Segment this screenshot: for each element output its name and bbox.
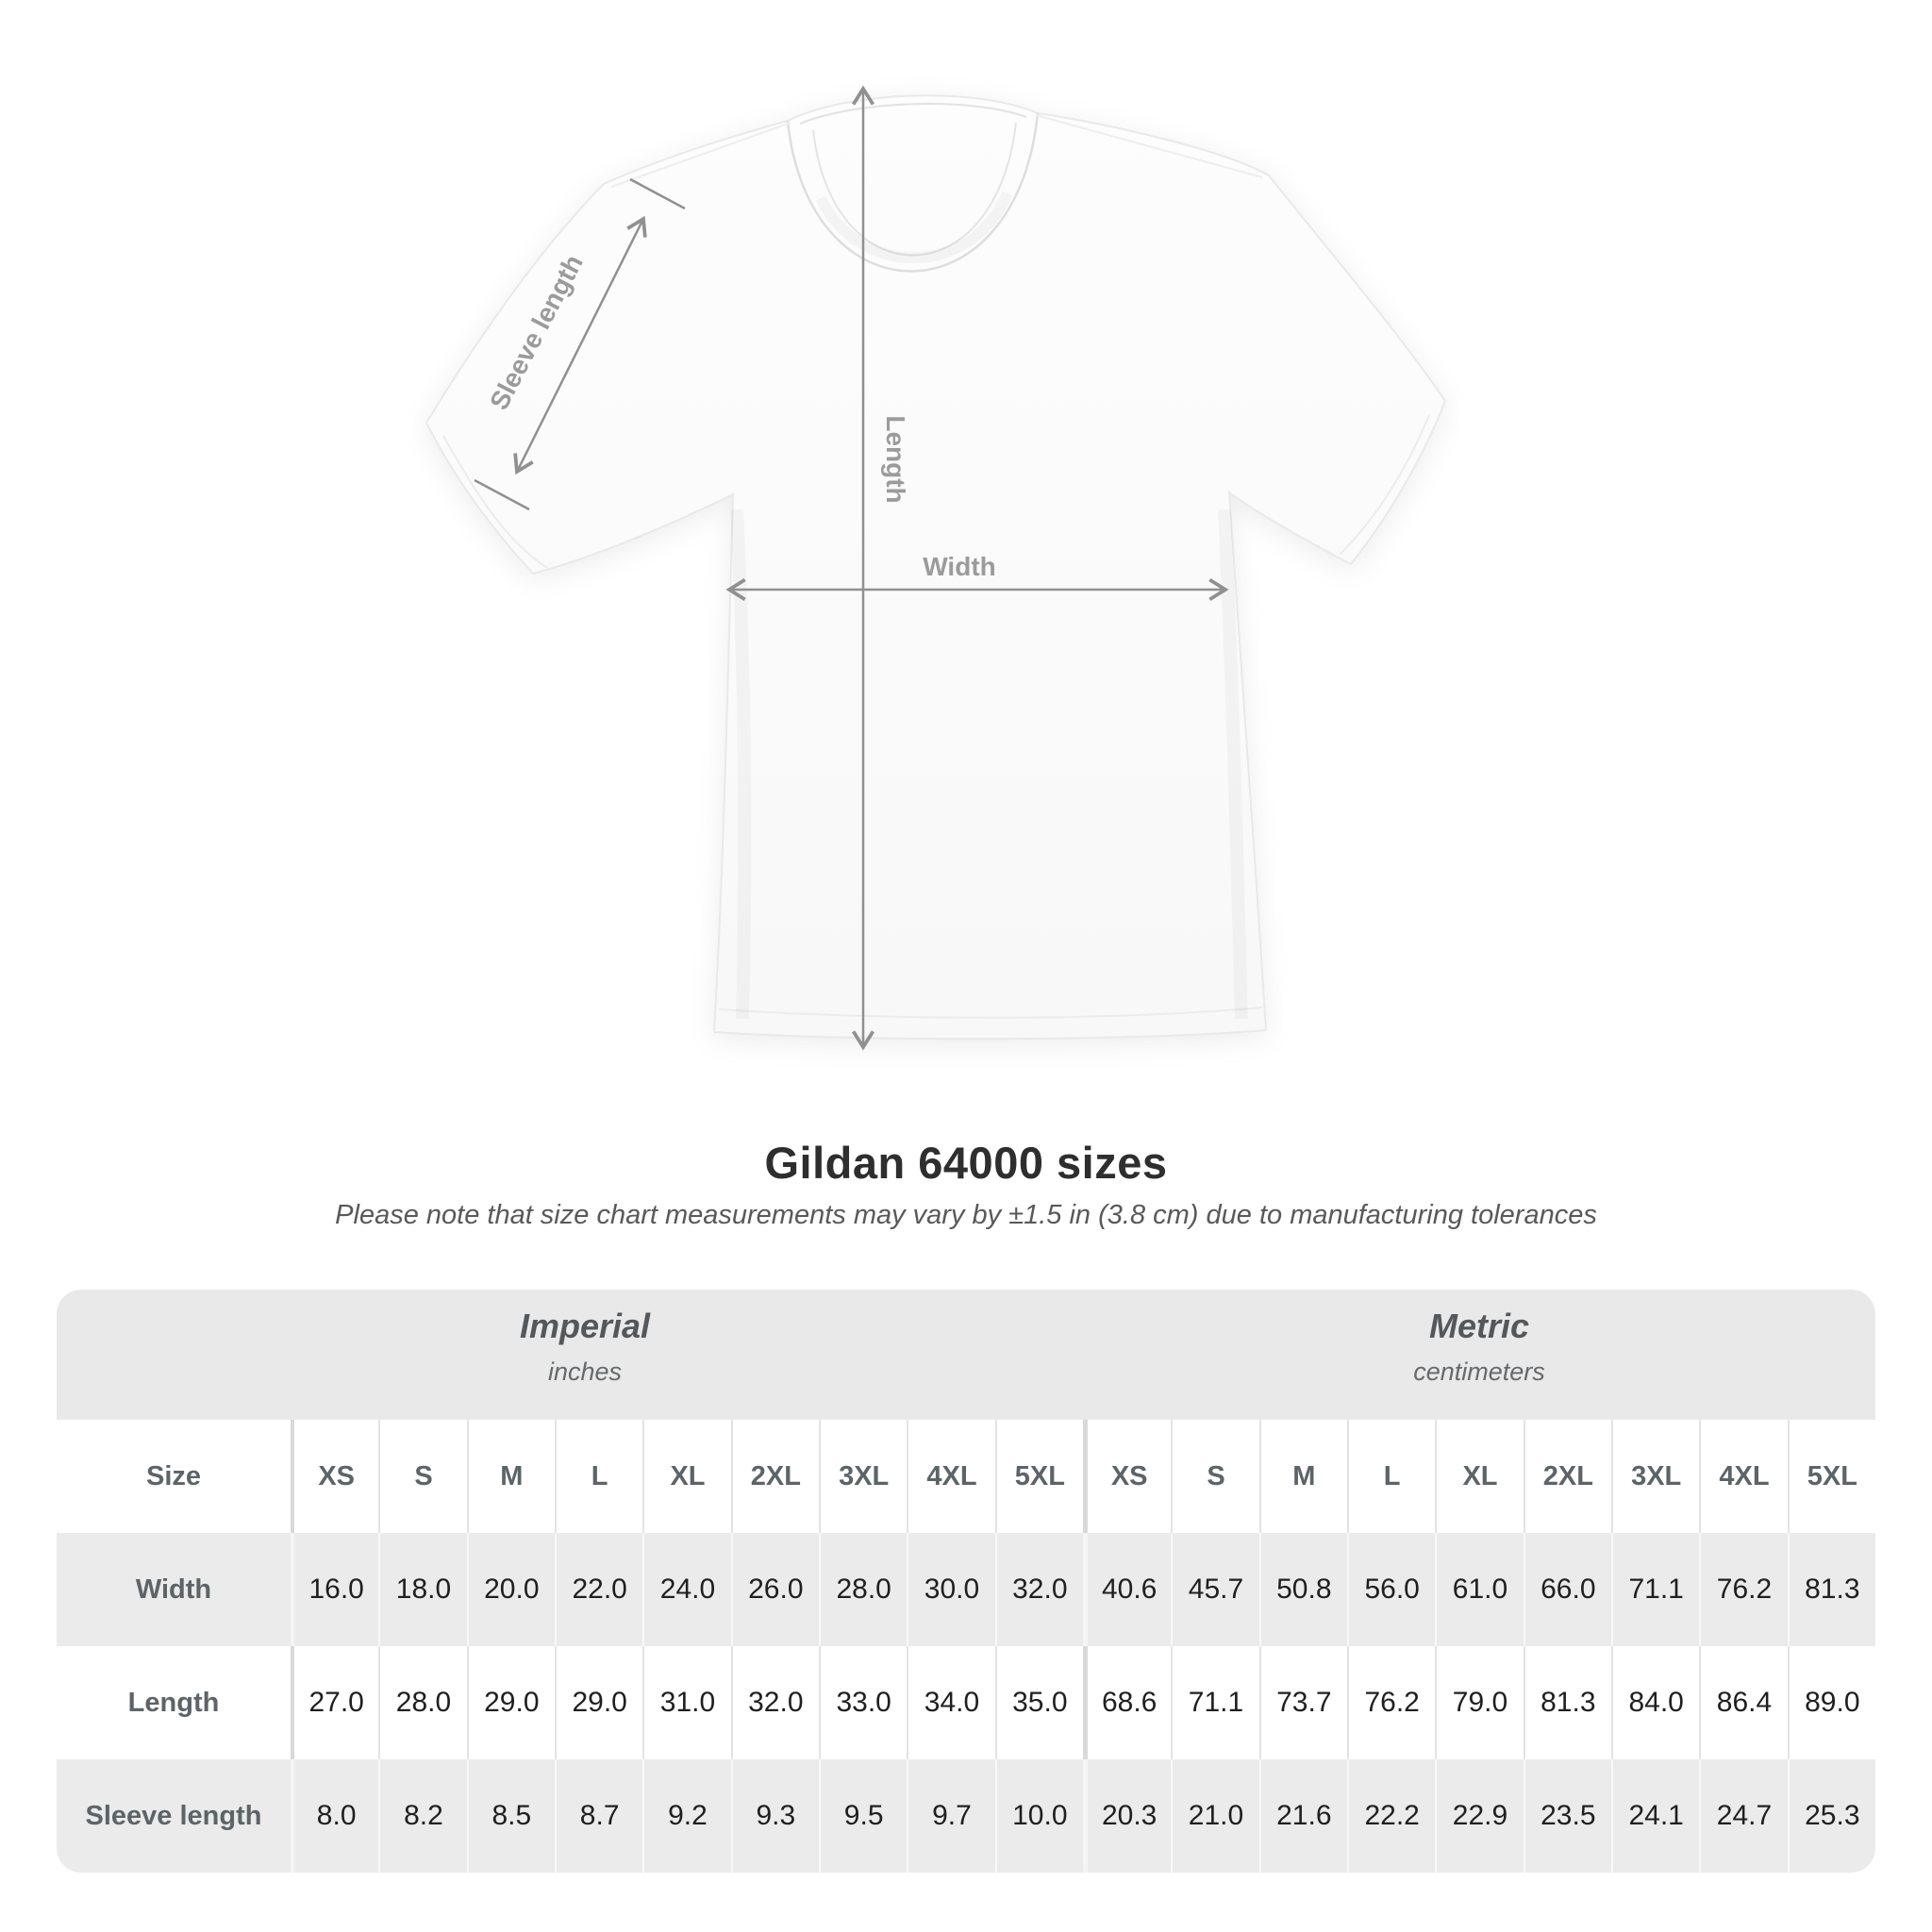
- size-col-header: 2XL: [731, 1420, 819, 1533]
- measurement-cell: 28.0: [378, 1646, 466, 1759]
- measurement-row: [57, 1646, 1875, 1759]
- measurement-cell: 81.3: [1788, 1533, 1875, 1646]
- measurement-cell: 9.7: [907, 1759, 994, 1873]
- size-col-header: 5XL: [1788, 1420, 1875, 1533]
- size-col-header: 3XL: [1611, 1420, 1699, 1533]
- measurement-cell: 30.0: [907, 1533, 994, 1646]
- size-col-header: 4XL: [907, 1420, 994, 1533]
- size-col-header: M: [1259, 1420, 1347, 1533]
- measurement-cell: 28.0: [819, 1533, 907, 1646]
- measurement-cell: 20.3: [1083, 1759, 1171, 1873]
- size-col-header: L: [555, 1420, 642, 1533]
- size-col-header: 2XL: [1524, 1420, 1611, 1533]
- measurement-cell: 40.6: [1083, 1533, 1171, 1646]
- measurement-cell: 71.1: [1171, 1646, 1258, 1759]
- measurement-cell: 8.7: [555, 1759, 642, 1873]
- measurement-cell: 24.1: [1611, 1759, 1699, 1873]
- measurement-cell: 68.6: [1083, 1646, 1171, 1759]
- measurement-cell: 34.0: [907, 1646, 994, 1759]
- measurement-cell: 22.2: [1347, 1759, 1435, 1873]
- measurement-cell: 26.0: [731, 1533, 819, 1646]
- measurement-cell: 23.5: [1524, 1759, 1611, 1873]
- measurement-cell: 29.0: [555, 1646, 642, 1759]
- measurement-cell: 33.0: [819, 1646, 907, 1759]
- metric-label: Metric: [1428, 1307, 1530, 1345]
- metric-unit-label: centimeters: [1413, 1357, 1545, 1386]
- imperial-unit-label: inches: [547, 1357, 623, 1386]
- size-col-header: L: [1347, 1420, 1435, 1533]
- measurement-cell: 24.0: [642, 1533, 730, 1646]
- measurement-cell: 32.0: [731, 1646, 819, 1759]
- unit-header-band: [57, 1290, 1875, 1420]
- size-col-header: XS: [1083, 1420, 1171, 1533]
- measurement-cell: 9.2: [642, 1759, 730, 1873]
- measurement-cell: 22.0: [555, 1533, 642, 1646]
- measurement-cell: 76.2: [1699, 1533, 1787, 1646]
- tolerance-note: Please note that size chart measurements may vary by ±1.5 in (3.8 cm) due to manufacturing tolerances: [335, 1200, 1597, 1230]
- measurement-row: [57, 1533, 1875, 1646]
- measurement-cell: 22.9: [1435, 1759, 1523, 1873]
- measurement-cell: 32.0: [995, 1533, 1083, 1646]
- measurement-cell: 8.5: [467, 1759, 555, 1873]
- row-label: Width: [135, 1574, 212, 1605]
- measurement-cell: 9.3: [731, 1759, 819, 1873]
- measurement-row: [57, 1759, 1875, 1873]
- width-label: Width: [923, 552, 996, 581]
- size-header-row: [57, 1420, 1875, 1533]
- measurement-cell: 66.0: [1524, 1533, 1611, 1646]
- measurement-cell: 20.0: [467, 1533, 555, 1646]
- measurement-cell: 8.2: [378, 1759, 466, 1873]
- measurement-cell: 18.0: [378, 1533, 466, 1646]
- measurement-cell: 50.8: [1259, 1533, 1347, 1646]
- measurement-cell: 9.5: [819, 1759, 907, 1873]
- measurement-cell: 71.1: [1611, 1533, 1699, 1646]
- imperial-group-header: [520, 1307, 650, 1387]
- measurement-cell: 45.7: [1171, 1533, 1258, 1646]
- measurement-cell: 81.3: [1524, 1646, 1611, 1759]
- size-table-rows: [57, 1420, 1875, 1873]
- measurement-cell: 86.4: [1699, 1646, 1787, 1759]
- size-col-header: XL: [642, 1420, 730, 1533]
- metric-group-header: [1413, 1307, 1545, 1387]
- row-label: Sleeve length: [85, 1800, 262, 1831]
- measurement-cell: 79.0: [1435, 1646, 1523, 1759]
- size-col-header: 3XL: [819, 1420, 907, 1533]
- measurement-cell: 73.7: [1259, 1646, 1347, 1759]
- measurement-cell: 24.7: [1699, 1759, 1787, 1873]
- measurement-cell: 27.0: [291, 1646, 378, 1759]
- measurement-cell: 21.6: [1259, 1759, 1347, 1873]
- size-header-label: Size: [145, 1460, 202, 1491]
- size-col-header: M: [467, 1420, 555, 1533]
- measurement-cell: 16.0: [291, 1533, 378, 1646]
- sleeve-length-label: Sleeve length: [484, 250, 589, 415]
- length-label: Length: [881, 415, 910, 504]
- size-col-header: 5XL: [995, 1420, 1083, 1533]
- imperial-label: Imperial: [519, 1307, 651, 1345]
- measurement-cell: 10.0: [995, 1759, 1083, 1873]
- measurement-cell: 35.0: [995, 1646, 1083, 1759]
- page-title: Gildan 64000 sizes: [764, 1138, 1168, 1188]
- measurement-cell: 31.0: [642, 1646, 730, 1759]
- measurement-cell: 89.0: [1788, 1646, 1875, 1759]
- measurement-cell: 76.2: [1347, 1646, 1435, 1759]
- measurement-cell: 25.3: [1788, 1759, 1875, 1873]
- size-col-header: S: [378, 1420, 466, 1533]
- measurement-cell: 8.0: [291, 1759, 378, 1873]
- measurement-cell: 84.0: [1611, 1646, 1699, 1759]
- size-col-header: 4XL: [1699, 1420, 1787, 1533]
- size-col-header: XS: [291, 1420, 378, 1533]
- measurement-cell: 56.0: [1347, 1533, 1435, 1646]
- row-label: Length: [127, 1687, 220, 1718]
- size-col-header: S: [1171, 1420, 1258, 1533]
- size-col-header: XL: [1435, 1420, 1523, 1533]
- measurement-cell: 21.0: [1171, 1759, 1258, 1873]
- size-table: [57, 1290, 1875, 1873]
- measurement-cell: 29.0: [467, 1646, 555, 1759]
- measurement-cell: 61.0: [1435, 1533, 1523, 1646]
